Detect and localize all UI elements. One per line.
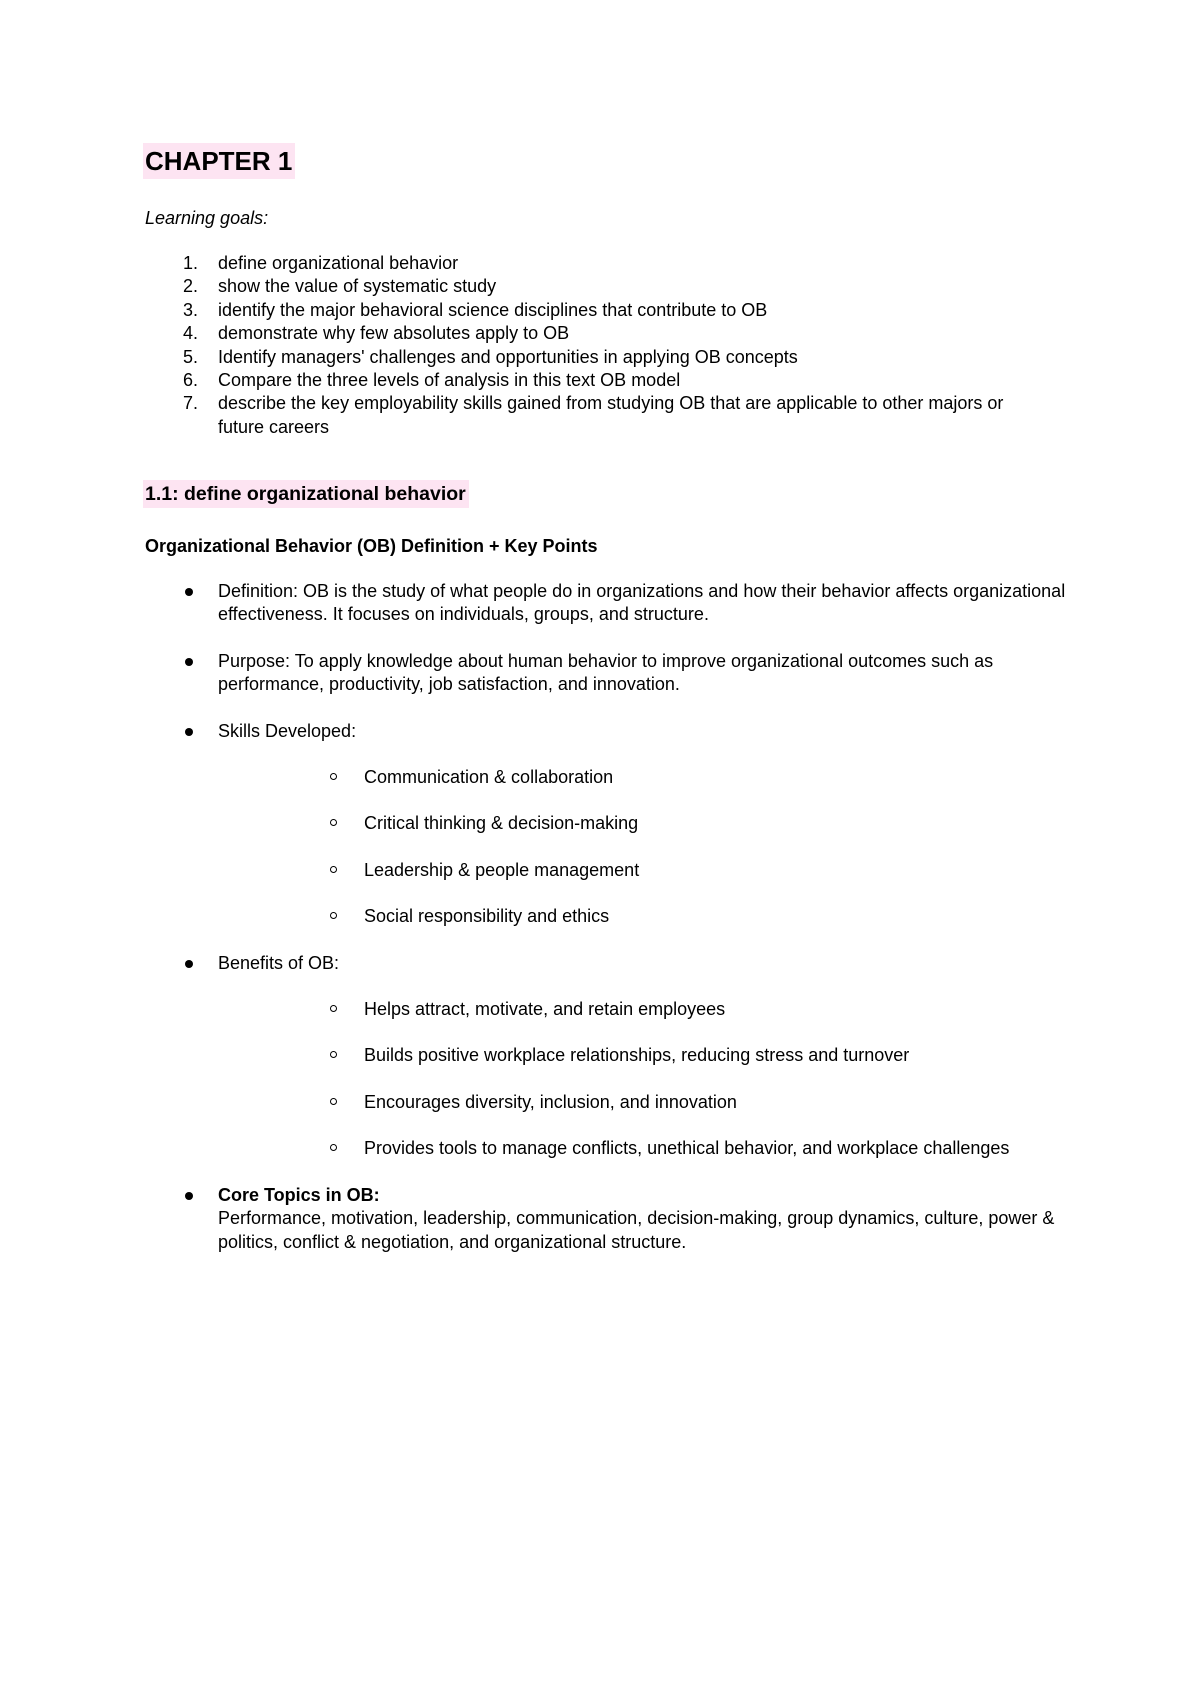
learning-goal-number: 4.: [183, 323, 199, 344]
learning-goal-item: [145, 346, 1045, 369]
learning-goal-text: identify the major behavioral science disciplines that contribute to OB: [218, 299, 768, 320]
learning-goal-text: describe the key employability skills gained from studying OB that are applicable to other majors or future careers: [218, 393, 1004, 437]
sub-bullet-text: Critical thinking & decision-making: [364, 813, 639, 834]
learning-goal-text: show the value of systematic study: [218, 276, 497, 297]
bullet-item-core-topics: [145, 1184, 1075, 1254]
subheading: Organizational Behavior (OB) Definition + Key Points: [145, 536, 598, 556]
learning-goal-number: 7.: [183, 393, 199, 414]
sub-bullet-item: [218, 1137, 1075, 1160]
hollow-bullet-icon: [330, 1051, 337, 1058]
sub-bullet-text: Communication & collaboration: [364, 767, 614, 788]
bullet-icon: [185, 1192, 193, 1200]
hollow-bullet-icon: [330, 866, 337, 873]
sub-bullet-item: [218, 766, 1075, 789]
sub-bullet-text: Leadership & people management: [364, 859, 640, 880]
learning-goal-number: 2.: [183, 276, 199, 297]
bullet-text: Benefits of OB:: [218, 952, 340, 973]
learning-goal-item: [145, 322, 1045, 345]
sub-bullet-text: Provides tools to manage conflicts, unethical behavior, and workplace challenges: [364, 1138, 1010, 1159]
hollow-bullet-icon: [330, 1005, 337, 1012]
sub-bullet-item: [218, 1044, 1075, 1067]
bullet-item-skills: [145, 720, 1075, 929]
learning-goal-item: [145, 275, 1045, 298]
sub-bullet-item: [218, 998, 1075, 1021]
learning-goals-label: Learning goals:: [145, 208, 269, 228]
learning-goal-number: 3.: [183, 299, 199, 320]
key-points-list: [145, 580, 1075, 1277]
learning-goal-number: 6.: [183, 370, 199, 391]
bullet-icon: [185, 728, 193, 736]
bullet-text: Skills Developed:: [218, 720, 357, 741]
core-topics-label: Core Topics in OB:: [218, 1184, 380, 1205]
hollow-bullet-icon: [330, 773, 337, 780]
learning-goal-item: [145, 299, 1045, 322]
learning-goal-item: [145, 392, 1045, 439]
hollow-bullet-icon: [330, 912, 337, 919]
hollow-bullet-icon: [330, 1098, 337, 1105]
learning-goal-number: 5.: [183, 346, 199, 367]
hollow-bullet-icon: [330, 819, 337, 826]
hollow-bullet-icon: [330, 1144, 337, 1151]
learning-goals-list: [145, 252, 1045, 439]
sub-bullet-text: Helps attract, motivate, and retain employees: [364, 999, 726, 1020]
bullet-icon: [185, 960, 193, 968]
sub-bullet-item: [218, 1091, 1075, 1114]
bullet-item-purpose: [145, 650, 1075, 697]
bullet-item-definition: [145, 580, 1075, 627]
learning-goal-text: demonstrate why few absolutes apply to OB: [218, 323, 570, 344]
bullet-icon: [185, 658, 193, 666]
sub-bullet-item: [218, 812, 1075, 835]
bullet-item-benefits: [145, 952, 1075, 1161]
bullet-text: Definition: OB is the study of what people do in organizations and how their behavior affects organizational effectiveness. It focuses on individuals, groups, and structure.: [218, 581, 1066, 625]
sub-bullet-item: [218, 905, 1075, 928]
learning-goal-text: Compare the three levels of analysis in this text OB model: [218, 370, 681, 391]
sub-bullet-text: Encourages diversity, inclusion, and innovation: [364, 1091, 737, 1112]
learning-goal-item: [145, 369, 1045, 392]
bullet-text: Purpose: To apply knowledge about human behavior to improve organizational outcomes such as performance, productivity, job satisfaction, and innovation.: [218, 650, 994, 695]
learning-goal-number: 1.: [183, 253, 199, 273]
sub-bullet-text: Social responsibility and ethics: [364, 906, 610, 927]
section-heading: 1.1: define organizational behavior: [143, 480, 469, 508]
learning-goal-item: [145, 252, 1045, 275]
learning-goal-text: define organizational behavior: [218, 253, 459, 273]
sub-bullet-item: [218, 859, 1075, 882]
core-topics-text: Performance, motivation, leadership, communication, decision-making, group dynamics, culture, power & politics, conflict & negotiation, and organizational structure.: [218, 1208, 1055, 1252]
sub-bullet-text: Builds positive workplace relationships, reducing stress and turnover: [364, 1045, 910, 1066]
bullet-icon: [185, 588, 193, 596]
chapter-title: CHAPTER 1: [143, 143, 295, 179]
learning-goal-text: Identify managers' challenges and opportunities in applying OB concepts: [218, 346, 798, 367]
